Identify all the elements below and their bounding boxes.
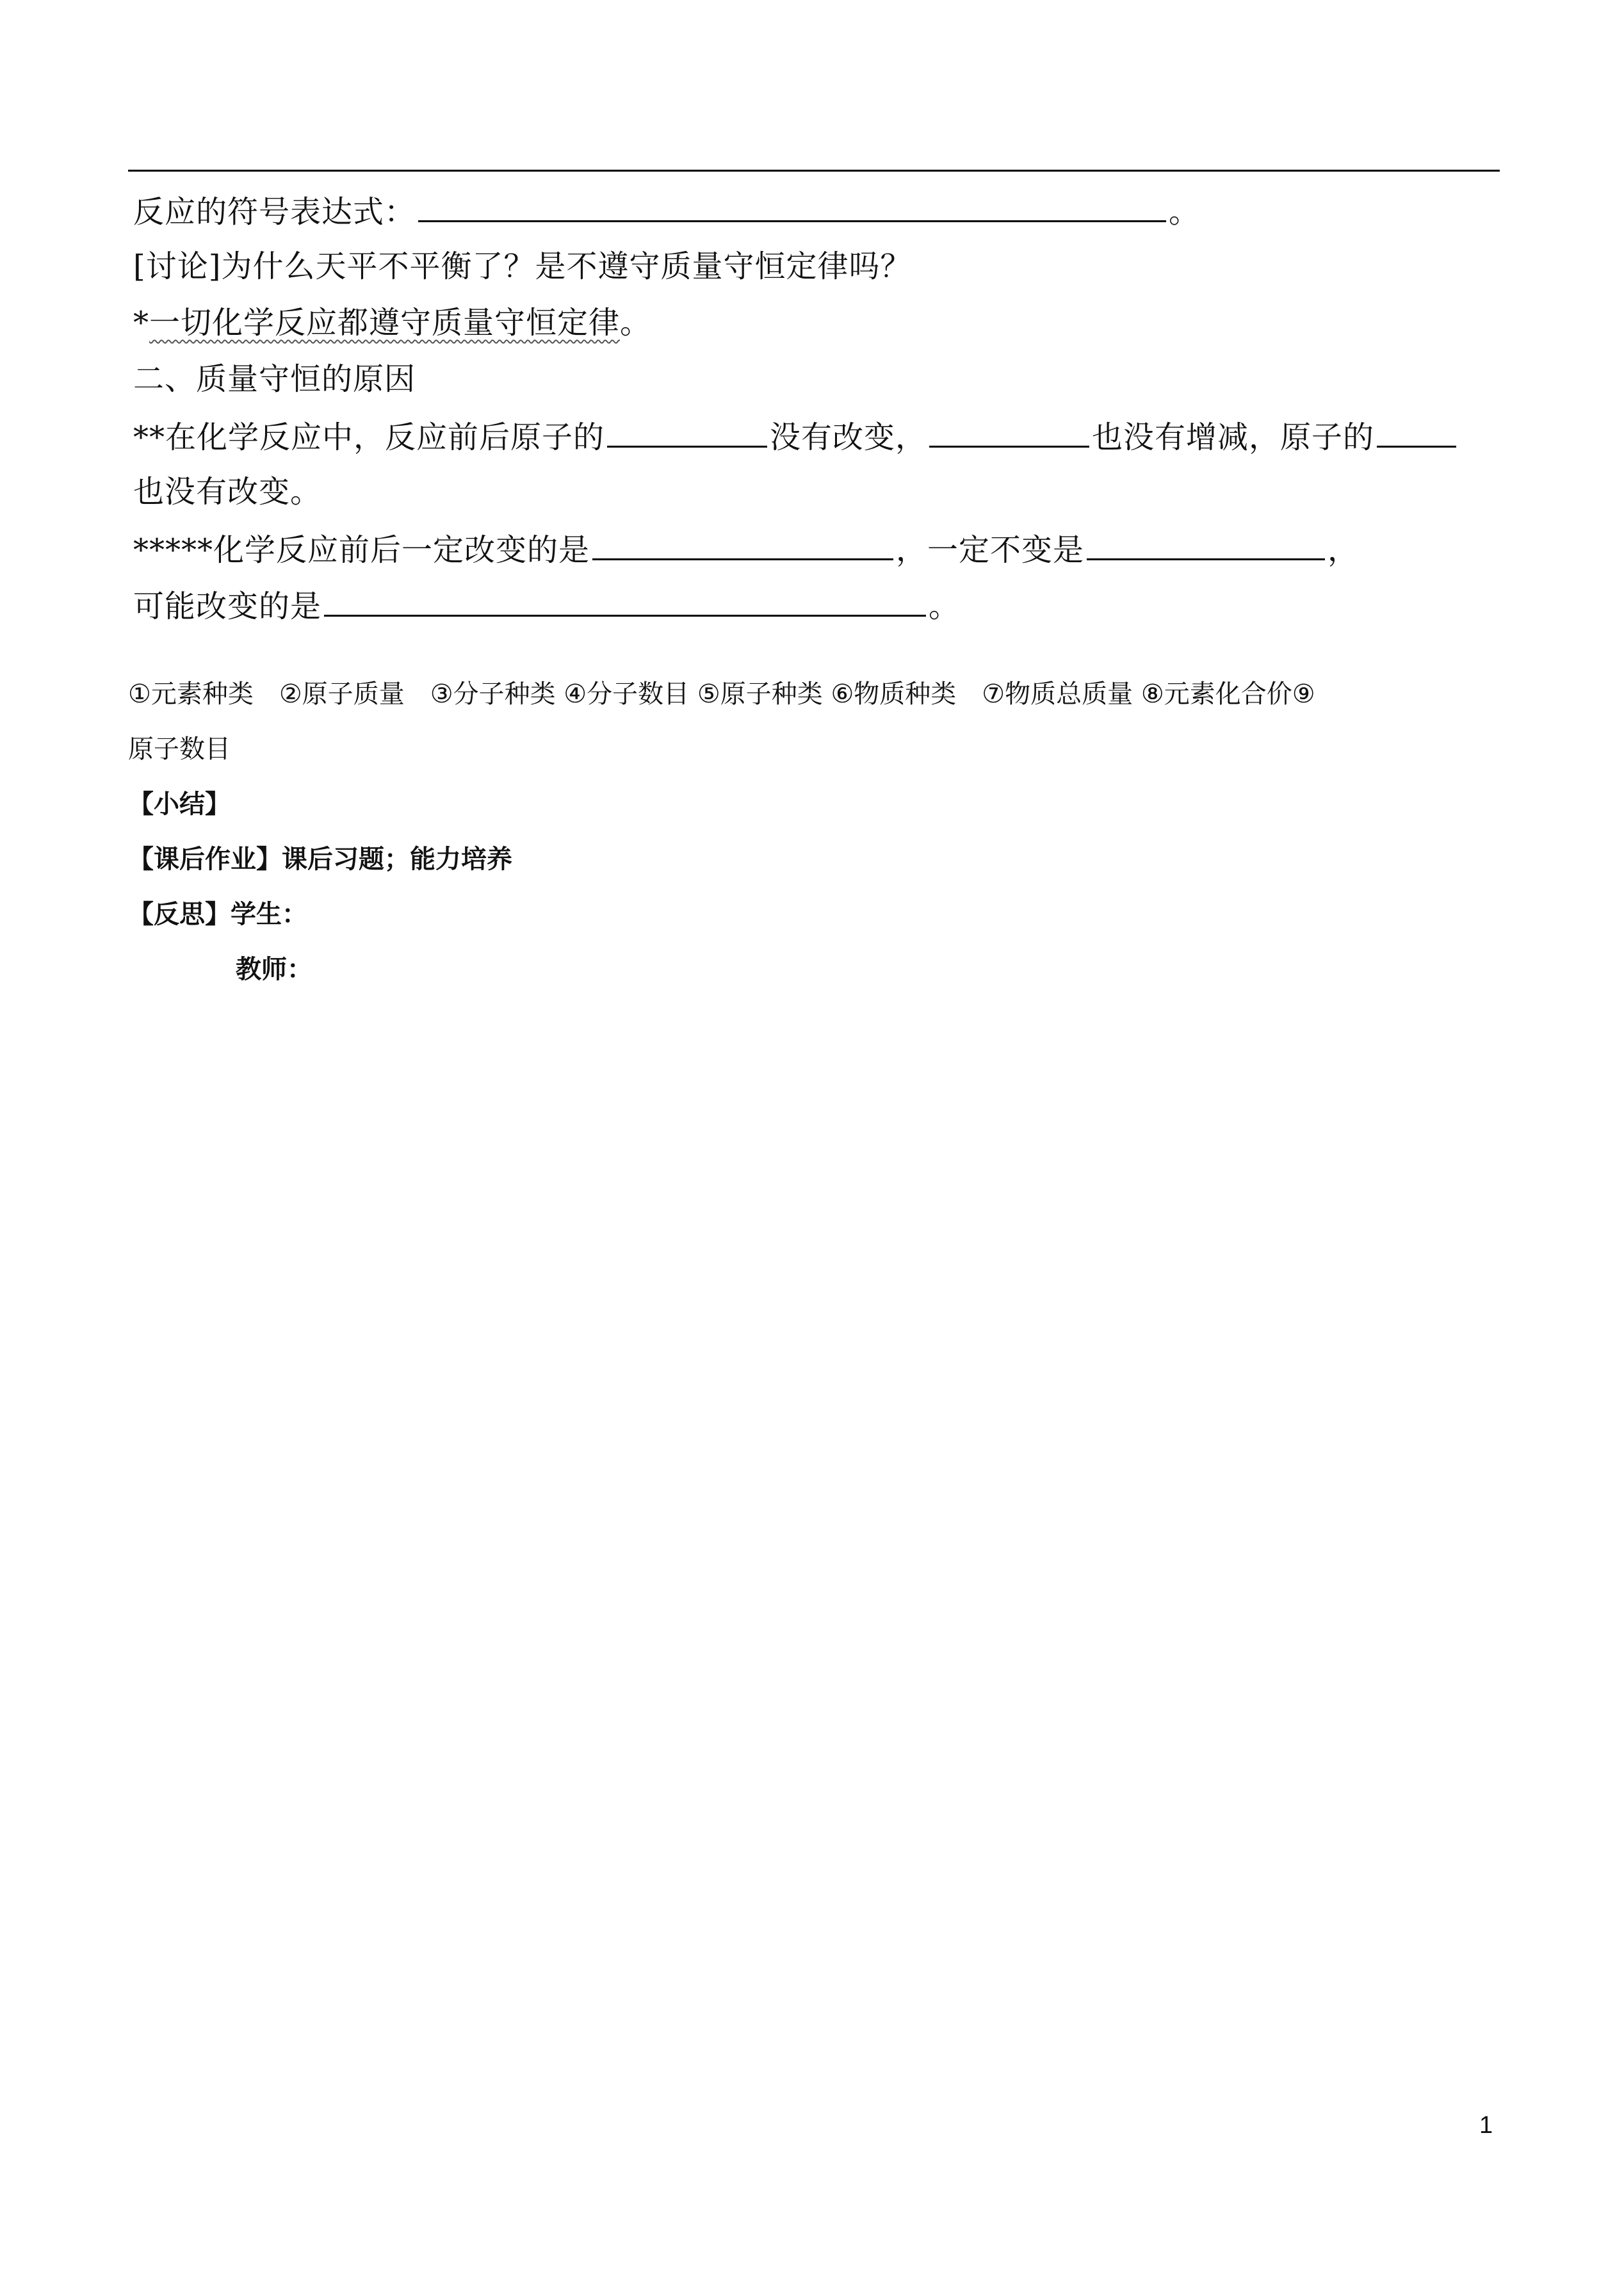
header-rule xyxy=(128,170,1500,172)
must-change-blank[interactable] xyxy=(592,528,893,560)
discussion-question: [讨论]为什么天平不平衡了？是不遵守质量守恒定律吗？ xyxy=(133,248,912,284)
conservation-period: 。 xyxy=(620,305,652,341)
section-heading-reason: 二、质量守恒的原因 xyxy=(133,361,416,397)
unchanged-blank[interactable] xyxy=(1087,528,1325,560)
homework-heading: 【课后作业】课后习题；能力培养 xyxy=(128,845,512,874)
symbol-expression-period: 。 xyxy=(1169,194,1201,230)
maybe-change-label: 可能改变的是 xyxy=(133,588,322,624)
symbol-expression-line xyxy=(133,190,1200,232)
reflection-student: 【反思】学生： xyxy=(128,900,307,929)
change-text-2: ，一定不变是 xyxy=(896,532,1085,568)
options-list: ①元素种类 ②原子质量 ③分子种类 ④分子数目 ⑤原子种类 ⑥物质种类 ⑦物质总质量 ⑧元素化合价⑨ xyxy=(128,679,1315,709)
two-star-marker: ** xyxy=(133,419,165,455)
atom-blank-3[interactable] xyxy=(1377,415,1456,448)
maybe-change-line xyxy=(133,584,960,627)
atom-fill-line xyxy=(133,415,1459,458)
five-star-marker: ***** xyxy=(133,532,213,568)
maybe-change-period: 。 xyxy=(929,588,961,624)
atom-blank-2[interactable] xyxy=(929,415,1089,448)
summary-heading: 【小结】 xyxy=(128,790,231,819)
atom-text-1: 在化学反应中，反应前后原子的 xyxy=(165,419,605,455)
page-number: 1 xyxy=(1479,2112,1493,2139)
symbol-expression-blank[interactable] xyxy=(418,190,1166,222)
conservation-law-text: 一切化学反应都遵守质量守恒定律 xyxy=(149,305,621,341)
change-fill-line xyxy=(133,528,1359,571)
change-text-1: 化学反应前后一定改变的是 xyxy=(213,532,590,568)
options-list-cont: 原子数目 xyxy=(128,734,231,764)
one-star-marker: * xyxy=(133,305,149,341)
reflection-teacher: 教师： xyxy=(236,955,313,984)
symbol-expression-label: 反应的符号表达式： xyxy=(133,194,416,230)
atom-fill-line-cont: 也没有改变。 xyxy=(133,474,322,510)
change-comma: ， xyxy=(1328,532,1360,568)
atom-text-3: 也没有增减，原子的 xyxy=(1092,419,1375,455)
atom-text-2: 没有改变， xyxy=(770,419,927,455)
maybe-change-blank[interactable] xyxy=(324,584,926,617)
atom-blank-1[interactable] xyxy=(607,415,767,448)
conservation-statement xyxy=(133,302,651,343)
